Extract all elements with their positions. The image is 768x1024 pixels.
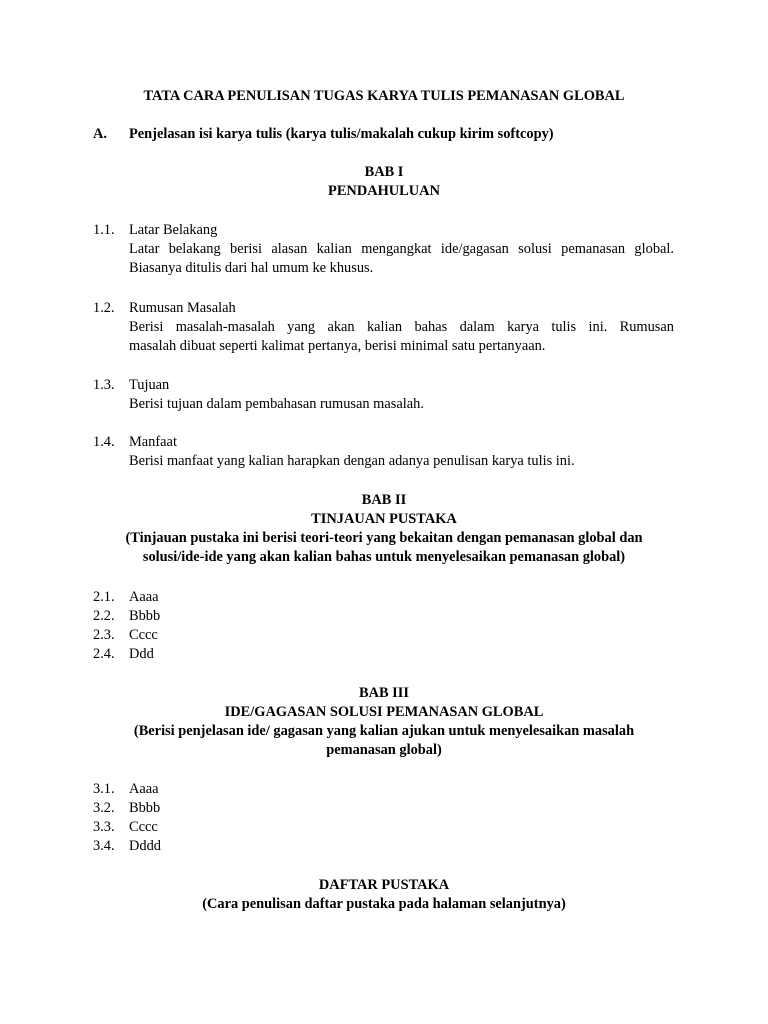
item-number: 2.3. <box>93 627 115 643</box>
description-line: Berisi masalah-masalah yang akan kalian bahas dalam karya tulis ini. Rumusan <box>129 319 674 335</box>
bab2-subheading: TINJAUAN PUSTAKA <box>311 511 457 527</box>
item-title: Manfaat <box>129 434 177 450</box>
item-number: 1.4. <box>93 434 115 450</box>
bab3-heading: BAB III <box>359 685 409 701</box>
item-number: 3.3. <box>93 819 115 835</box>
bab3-subheading: IDE/GAGASAN SOLUSI PEMANASAN GLOBAL <box>224 704 544 720</box>
item-number: 3.4. <box>93 838 115 854</box>
description-line: Berisi manfaat yang kalian harapkan dengan adanya penulisan karya tulis ini. <box>129 453 575 469</box>
item-text: Cccc <box>129 627 158 643</box>
item-number: 2.2. <box>93 608 115 624</box>
item-description <box>129 240 674 278</box>
section-a-label: A. <box>93 126 107 142</box>
item-text: Bbbb <box>129 608 161 624</box>
bab2-note-line: solusi/ide-ide yang akan kalian bahas untuk menyelesaikan pemanasan global) <box>142 549 626 565</box>
item-text: Cccc <box>129 819 158 835</box>
description-line: Berisi tujuan dalam pembahasan rumusan masalah. <box>129 396 424 412</box>
item-text: Ddd <box>129 646 154 662</box>
item-title: Tujuan <box>129 377 170 393</box>
document-title: TATA CARA PENULISAN TUGAS KARYA TULIS PEMANASAN GLOBAL <box>143 88 625 104</box>
item-text: Dddd <box>129 838 161 854</box>
section-a-text: Penjelasan isi karya tulis (karya tulis/makalah cukup kirim softcopy) <box>129 126 554 142</box>
item-text: Bbbb <box>129 800 161 816</box>
item-title: Rumusan Masalah <box>129 300 236 316</box>
item-number: 1.2. <box>93 300 115 316</box>
daftar-pustaka-heading: DAFTAR PUSTAKA <box>318 877 450 893</box>
bab3-note-line: (Berisi penjelasan ide/ gagasan yang kalian ajukan untuk menyelesaikan masalah <box>133 723 635 739</box>
bab1-heading: BAB I <box>364 164 404 180</box>
item-number: 2.1. <box>93 589 115 605</box>
description-line: masalah dibuat seperti kalimat pertanya, berisi minimal satu pertanyaan. <box>129 338 546 354</box>
bab2-note-line: (Tinjauan pustaka ini berisi teori-teori yang bekaitan dengan pemanasan global dan <box>125 530 643 546</box>
item-description <box>129 318 674 356</box>
daftar-pustaka-note: (Cara penulisan daftar pustaka pada halaman selanjutnya) <box>202 896 566 912</box>
bab3-note-line: pemanasan global) <box>326 742 442 758</box>
item-number: 1.1. <box>93 222 115 238</box>
item-number: 3.2. <box>93 800 115 816</box>
item-title: Latar Belakang <box>129 222 218 238</box>
description-line: Biasanya ditulis dari hal umum ke khusus. <box>129 260 374 276</box>
item-text: Aaaa <box>129 589 159 605</box>
bab2-heading: BAB II <box>361 492 407 508</box>
description-line: Latar belakang berisi alasan kalian mengangkat ide/gagasan solusi pemanasan global. <box>129 241 674 257</box>
item-text: Aaaa <box>129 781 159 797</box>
item-number: 2.4. <box>93 646 115 662</box>
bab1-subheading: PENDAHULUAN <box>328 183 440 199</box>
item-number: 1.3. <box>93 377 115 393</box>
item-number: 3.1. <box>93 781 115 797</box>
